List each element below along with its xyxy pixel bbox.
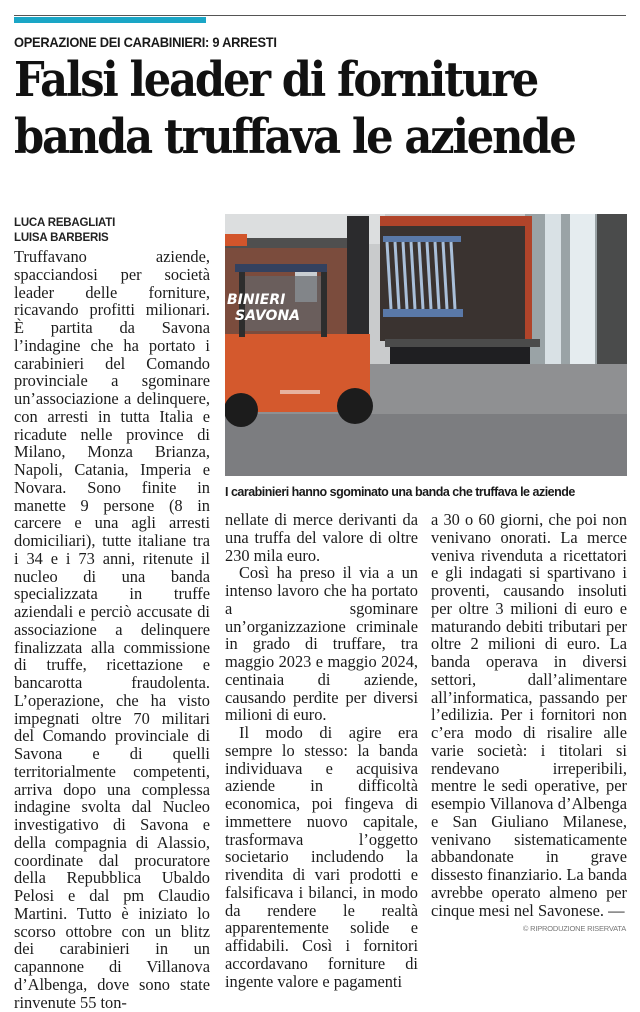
copyright-notice: © RIPRODUZIONE RISERVATA [522, 924, 626, 933]
headline [14, 52, 575, 166]
svg-text:BINIERI: BINIERI [227, 292, 286, 308]
headline-line-2: banda truffava le aziende [14, 109, 575, 165]
photo-caption: I carabinieri hanno sgominato una banda che truffava le aziende [225, 485, 575, 499]
headline-line-1: Falsi leader di forniture [14, 52, 538, 108]
author-1: LUCA REBAGLIATI [14, 217, 116, 229]
svg-text:SAVONA: SAVONA [235, 308, 301, 324]
kicker: OPERAZIONE DEI CARABINIERI: 9 ARRESTI [14, 34, 277, 50]
paragraph: Il modo di agire era sempre lo stesso: la banda individuava e acquisiva aziende in difficoltà economica, poi fingeva di immettere nuovo capitale, trasformava l’oggetto societario includendo la rivendita di vari prodotti e falsificava i bilanci, in modo da rendere le realtà apparentemente solide e affidabili. Così i fornitori accordavano forniture di ingente valore e pagamenti [225, 723, 418, 991]
author-2: LUISA BARBERIS [14, 232, 109, 244]
article-photo [225, 214, 627, 476]
paragraph: Così ha preso il via a un intenso lavoro che ha portato a sgominare un’organizzazione criminale in grado di truffare, tra maggio 2023 e maggio 2024, centinaia di aziende, causando perdite per diversi milioni di euro. [225, 563, 418, 725]
section-accent-bar [14, 17, 206, 23]
paragraph: a 30 o 60 giorni, che poi non venivano onorati. La merce veniva rivenduta a ricettatori e gli indagati si spartivano i proventi, causando insoluti per oltre 3 milioni di euro e maturando debiti tributari per oltre 2 milioni di euro. La banda operava in diversi settori, dall’alimentare all’informatica, passando per l’edilizia. Per i fornitori non c’era modo di risalire alle varie società: i titolari si rendevano irreperibili, mentre le sedi operative, per esempio Villanova d’Albenga e San Giuliano Milanese, venivano sistematicamente abbandonate in grave dissesto finanziario. La banda avrebbe operato almeno per cinque mesi nel Savonese. — [431, 510, 627, 920]
bylines [14, 216, 115, 246]
article-column-3 [431, 511, 627, 919]
article-column-2 [225, 511, 418, 990]
top-rule [14, 15, 626, 16]
paragraph: Truffavano aziende, spacciandosi per società leader delle forniture, ricavando profitti milionari. È partita da Savona l’indagine che ha portato i carabinieri del Comando provinciale a sgominare un’associazione a delinquere, con arresti in tutta Italia e ricadute nelle province di Milano, Monza Brianza, Napoli, Catania, Imperia e Novara. Sono finite in manette 9 persone (8 in carcere e una agli arresti domiciliari), tutte italiane tra i 34 e i 73 anni, ritenute il nucleo di una banda specializzata in truffe aziendali e perciò accusate di associazione a delinquere finalizzata alla commissione di truffe, ricettazione e bancarotta fraudolenta. L’operazione, che ha visto impegnati oltre 70 militari del Comando provinciale di Savona e di quelli territorialmente competenti, arriva dopo una complessa indagine svolta dal Nucleo investigativo di Savona e della compagnia di Alassio, coordinate dal procuratore della Repubblica Ubaldo Pelosi e dal pm Claudio Martini. Tutto è iniziato lo scorso ottobre con un blitz dei carabinieri in un capannone di Villanova d’Albenga, dove sono state rinvenute 55 ton- [14, 247, 210, 1012]
paragraph: nellate di merce derivanti da una truffa del valore di oltre 230 mila euro. [225, 510, 418, 565]
article-column-1 [14, 248, 210, 1011]
forklift-truck-photo [225, 214, 627, 476]
